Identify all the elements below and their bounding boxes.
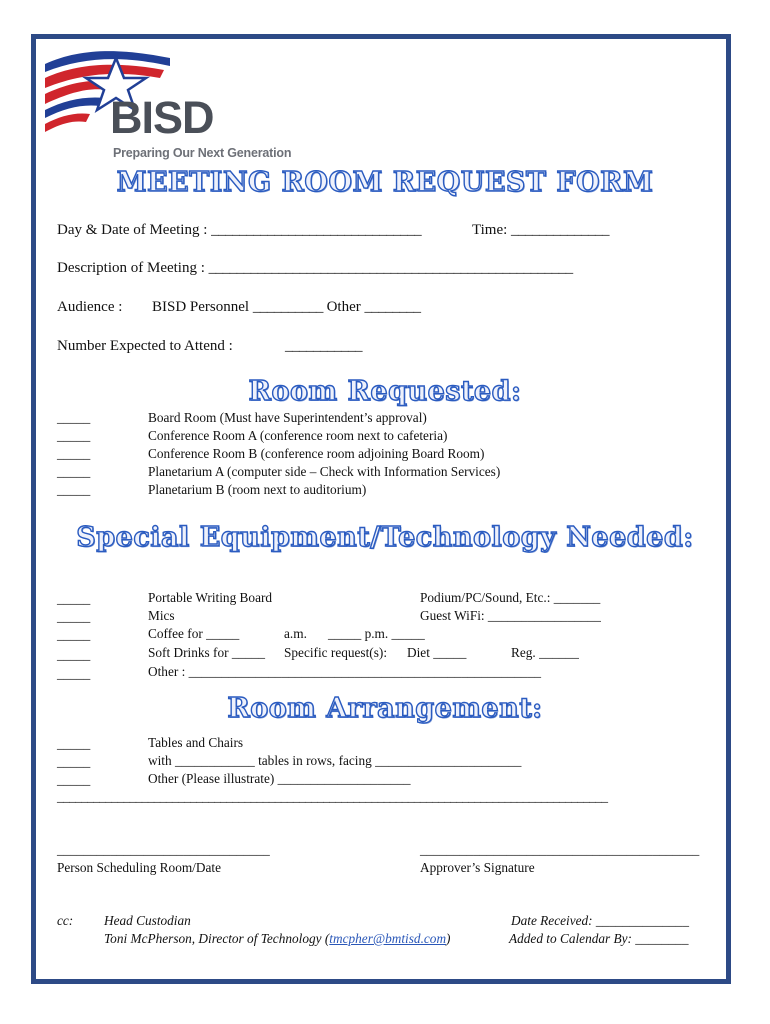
- arrangement-other-line[interactable]: Other (Please illustrate) ____________________: [148, 771, 411, 786]
- equipment-diet[interactable]: Diet _____: [407, 645, 467, 660]
- form-title: MEETING ROOM REQUEST FORM: [116, 167, 654, 198]
- time-field[interactable]: [472, 222, 609, 239]
- added-to-calendar[interactable]: Added to Calendar By: ________: [509, 931, 689, 946]
- room-item-planetarium-b: Planetarium B (room next to auditorium): [148, 482, 367, 497]
- audience-other-label: Other: [326, 299, 361, 315]
- date-received[interactable]: Date Received: ______________: [511, 913, 689, 928]
- approver-signature-label: Approver’s Signature: [420, 860, 535, 875]
- date-field[interactable]: [57, 222, 421, 239]
- room-blank[interactable]: _____: [57, 410, 91, 425]
- audience-personnel-blank[interactable]: __________: [252, 299, 323, 315]
- scheduler-signature-line[interactable]: ________________________________: [57, 842, 270, 857]
- time-blank[interactable]: ______________: [511, 222, 610, 238]
- equipment-coffee-pm[interactable]: _____ p.m. _____: [328, 626, 425, 641]
- time-label: Time:: [472, 222, 508, 238]
- arrangement-blank[interactable]: _____: [57, 736, 91, 751]
- rooms-heading: Room Requested:: [248, 376, 522, 407]
- room-blank[interactable]: _____: [57, 482, 91, 497]
- description-blank[interactable]: ____________________________________________________: [208, 260, 573, 276]
- date-label: Day & Date of Meeting :: [57, 222, 208, 238]
- equipment-blank[interactable]: _____: [57, 666, 91, 681]
- arrangement-tables-chairs: Tables and Chairs: [148, 735, 244, 750]
- arrangement-blank[interactable]: _____: [57, 772, 91, 787]
- approver-signature-line[interactable]: __________________________________________: [420, 842, 700, 857]
- arrangement-with-line[interactable]: with ____________ tables in rows, facing ______________________: [148, 753, 522, 768]
- audience-personnel-field[interactable]: [152, 299, 421, 316]
- arrangement-heading: Room Arrangement:: [227, 693, 543, 724]
- number-blank[interactable]: ___________: [285, 338, 362, 354]
- cc-director: [104, 931, 450, 947]
- equipment-podium[interactable]: Podium/PC/Sound, Etc.: _______: [420, 590, 601, 605]
- audience-label: Audience :: [57, 299, 123, 315]
- audience-other-blank[interactable]: ________: [364, 299, 421, 315]
- room-blank[interactable]: _____: [57, 428, 91, 443]
- logo-wordmark: BISD: [110, 92, 214, 143]
- room-item-planetarium-a: Planetarium A (computer side – Check with Information Services): [148, 464, 501, 479]
- equipment-blank[interactable]: _____: [57, 609, 91, 624]
- description-field[interactable]: [57, 260, 573, 277]
- arrangement-full-line[interactable]: ___________________________________________________________________________________________: [57, 789, 608, 804]
- room-blank[interactable]: _____: [57, 464, 91, 479]
- cc-label: cc:: [57, 913, 74, 928]
- equipment-coffee[interactable]: Coffee for _____: [148, 626, 240, 641]
- room-item-board: Board Room (Must have Superintendent’s approval): [148, 410, 427, 425]
- cc-custodian: Head Custodian: [104, 913, 191, 928]
- equipment-reg[interactable]: Reg. ______: [511, 645, 579, 660]
- audience-personnel-label: BISD Personnel: [152, 299, 250, 315]
- director-close: ): [446, 931, 451, 946]
- equipment-other[interactable]: Other : _____________________________________________________: [148, 664, 541, 679]
- equipment-blank[interactable]: _____: [57, 647, 91, 662]
- logo-tagline: Preparing Our Next Generation: [113, 146, 292, 160]
- equipment-writing-board: Portable Writing Board: [148, 590, 273, 605]
- equipment-soft-drinks[interactable]: Soft Drinks for _____: [148, 645, 266, 660]
- equipment-blank[interactable]: _____: [57, 591, 91, 606]
- director-text: Toni McPherson, Director of Technology (: [104, 931, 330, 946]
- equipment-mics: Mics: [148, 608, 175, 623]
- equipment-coffee-am: a.m.: [284, 626, 307, 641]
- scheduler-signature-label: Person Scheduling Room/Date: [57, 860, 221, 875]
- number-label: Number Expected to Attend :: [57, 338, 233, 354]
- equipment-blank[interactable]: _____: [57, 627, 91, 642]
- description-label: Description of Meeting :: [57, 260, 205, 276]
- director-email-link[interactable]: tmcpher@bmtisd.com: [329, 931, 447, 946]
- equipment-wifi[interactable]: Guest WiFi: _________________: [420, 608, 601, 623]
- room-blank[interactable]: _____: [57, 446, 91, 461]
- room-item-conference-a: Conference Room A (conference room next to cafeteria): [148, 428, 448, 443]
- arrangement-blank[interactable]: _____: [57, 754, 91, 769]
- equipment-heading: Special Equipment/Technology Needed:: [76, 522, 694, 553]
- room-item-conference-b: Conference Room B (conference room adjoining Board Room): [148, 446, 485, 461]
- date-blank[interactable]: ______________________________: [211, 222, 422, 238]
- equipment-specific-label: Specific request(s):: [284, 645, 388, 660]
